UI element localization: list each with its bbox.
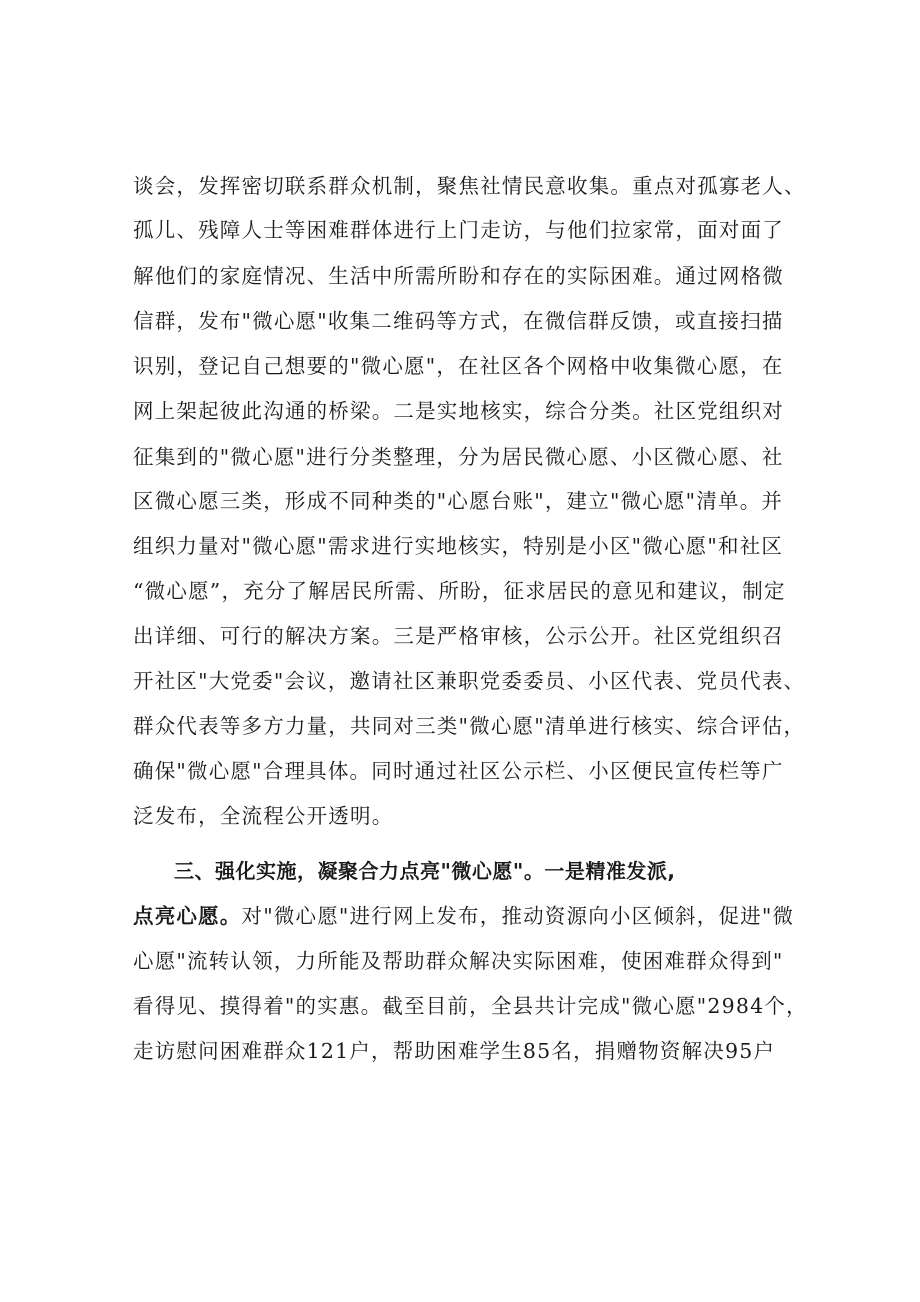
paragraph-line: 区微心愿三类，形成不同种类的"心愿台账"，建立"微心愿"清单。并: [133, 489, 784, 513]
paragraph-line: 看得见、摸得着"的实惠。截至目前，全县共计完成"微心愿"2984个，: [133, 994, 808, 1018]
paragraph-line: “微心愿”，充分了解居民所需、所盼，征求居民的意见和建议，制定: [133, 579, 786, 603]
paragraph-line: 出详细、可行的解决方案。三是严格审核，公示公开。社区党组织召: [133, 624, 784, 648]
paragraph-line: [133, 902, 833, 930]
paragraph-line: 泛发布，全流程公开透明。: [133, 804, 394, 828]
paragraph-line: 群众代表等多方力量，共同对三类"微心愿"清单进行核实、综合评估，: [133, 714, 806, 738]
paragraph-line: 解他们的家庭情况、生活中所需所盼和存在的实际困难。通过网格微: [133, 264, 784, 288]
paragraph-text: 对"微心愿"进行网上发布，推动资源向小区倾斜，促进"微: [241, 904, 795, 928]
paragraph-line: 心愿"流转认领，力所能及帮助群众解决实际困难，使困难群众得到": [133, 949, 784, 973]
paragraph-line: 开社区"大党委"会议，邀请社区兼职党委委员、小区代表、党员代表、: [133, 669, 806, 693]
section-heading: 三、强化实施，凝聚合力点亮"微心愿"。一是精准发派,: [174, 859, 676, 883]
paragraph-line: 确保"微心愿"合理具体。同时通过社区公示栏、小区便民宣传栏等广: [133, 759, 784, 783]
paragraph-line: 走访慰问困难群众121户，帮助困难学生85名，捐赠物资解决95户: [133, 1039, 776, 1063]
paragraph-line: 组织力量对"微心愿"需求进行实地核实，特别是小区"微心愿"和社区: [133, 534, 784, 558]
paragraph-line: 识别，登记自己想要的"微心愿"，在社区各个网格中收集微心愿，在: [133, 354, 784, 378]
bold-lead-text: 点亮心愿。: [133, 904, 242, 928]
paragraph-line: 征集到的"微心愿"进行分类整理，分为居民微心愿、小区微心愿、社: [133, 445, 784, 469]
paragraph-line: 网上架起彼此沟通的桥梁。二是实地核实，综合分类。社区党组织对: [133, 399, 784, 423]
paragraph-line: 孤儿、残障人士等困难群体进行上门走访，与他们拉家常，面对面了: [133, 218, 784, 242]
paragraph-line: 信群，发布"微心愿"收集二维码等方式，在微信群反馈，或直接扫描: [133, 309, 784, 333]
paragraph-line: 谈会，发挥密切联系群众机制，聚焦社情民意收集。重点对孤寡老人、: [133, 174, 806, 198]
